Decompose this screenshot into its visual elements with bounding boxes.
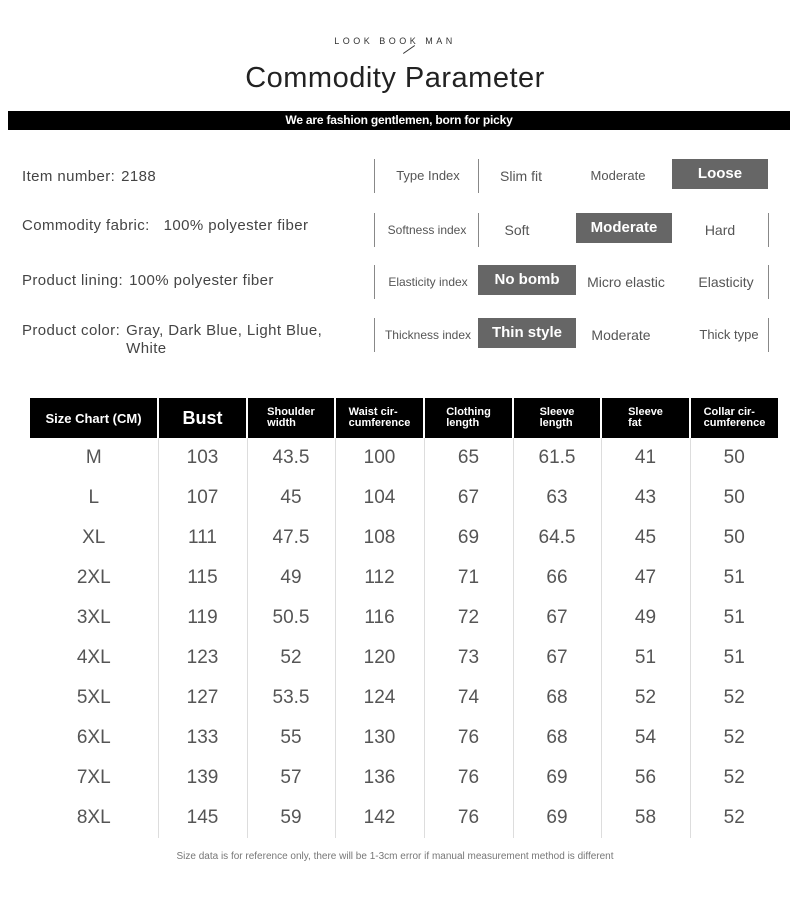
measurement-cell: 43.5 — [247, 438, 335, 478]
table-row — [30, 798, 778, 838]
size-label-cell: M — [30, 438, 158, 478]
size-chart-header-shoulder-width: Shoulder width — [247, 398, 335, 438]
size-chart-body — [30, 438, 778, 838]
measurement-cell: 41 — [601, 438, 690, 478]
softness-option-moderate-selected: Moderate — [576, 213, 672, 243]
table-row — [30, 718, 778, 758]
measurement-cell: 51 — [723, 567, 745, 588]
page-title: Commodity Parameter — [245, 62, 545, 94]
size-chart-table — [30, 398, 778, 838]
size-label-cell: 8XL — [30, 798, 158, 838]
softness-option-soft: Soft — [504, 222, 530, 238]
measurement-cell: 130 — [335, 718, 424, 758]
thickness-option-thin-style-selected: Thin style — [478, 318, 576, 348]
measurement-cell: 145 — [158, 798, 247, 838]
size-chart-header-row — [30, 398, 778, 438]
measurement-cell: 52 — [723, 727, 745, 748]
measurement-cell: 50.5 — [247, 598, 335, 638]
measurement-cell: 47 — [601, 558, 690, 598]
elasticity-index-label: Elasticity index — [388, 275, 468, 289]
color-row — [22, 322, 336, 358]
measurement-cell: 69 — [424, 518, 513, 558]
size-label-cell: 6XL — [30, 718, 158, 758]
color-value: Gray, Dark Blue, Light Blue, White — [126, 322, 323, 357]
measurement-cell: 56 — [601, 758, 690, 798]
measurement-cell: 103 — [158, 438, 247, 478]
table-row — [30, 638, 778, 678]
size-label-cell: L — [30, 478, 158, 518]
measurement-cell: 50 — [723, 447, 745, 468]
measurement-cell: 51 — [723, 647, 745, 668]
measurement-cell: 133 — [158, 718, 247, 758]
measurement-cell: 124 — [335, 678, 424, 718]
measurement-cell: 49 — [247, 558, 335, 598]
measurement-cell: 65 — [424, 438, 513, 478]
type-index-label: Type Index — [396, 168, 460, 183]
color-label: Product color: — [22, 322, 121, 339]
measurement-cell: 136 — [335, 758, 424, 798]
measurement-cell: 69 — [513, 758, 601, 798]
fabric-row — [22, 217, 308, 235]
elasticity-option-elasticity: Elasticity — [698, 274, 754, 290]
measurement-cell: 72 — [424, 598, 513, 638]
measurement-cell: 67 — [513, 638, 601, 678]
size-chart-header-size-chart-cm: Size Chart (CM) — [30, 398, 158, 438]
item-number-row — [22, 168, 156, 186]
size-label-cell: 7XL — [30, 758, 158, 798]
measurement-cell: 69 — [513, 798, 601, 838]
elasticity-option-micro-elastic: Micro elastic — [587, 274, 665, 290]
measurement-cell: 54 — [601, 718, 690, 758]
fabric-value: 100% polyester fiber — [163, 217, 309, 234]
size-label-cell: 3XL — [30, 598, 158, 638]
lining-label: Product lining: — [22, 272, 124, 289]
measurement-cell: 67 — [513, 598, 601, 638]
measurement-cell: 111 — [158, 518, 247, 558]
softness-option-hard: Hard — [704, 222, 736, 238]
softness-index-row — [374, 213, 770, 247]
measurement-cell: 112 — [335, 558, 424, 598]
measurement-cell: 50 — [723, 527, 745, 548]
type-option-loose-selected: Loose — [672, 159, 768, 189]
measurement-cell: 47.5 — [247, 518, 335, 558]
thickness-option-thick-type: Thick type — [699, 327, 759, 342]
size-chart-header-collar-circumference: Collar cir- cumference — [690, 398, 778, 438]
measurement-cell: 52 — [723, 687, 745, 708]
measurement-cell: 100 — [335, 438, 424, 478]
measurement-cell: 104 — [335, 478, 424, 518]
table-row — [30, 518, 778, 558]
measurement-cell: 119 — [158, 598, 247, 638]
item-number-label: Item number: — [22, 168, 116, 185]
measurement-cell: 45 — [601, 518, 690, 558]
thickness-option-moderate: Moderate — [591, 327, 651, 343]
size-label-cell: 4XL — [30, 638, 158, 678]
measurement-cell: 68 — [513, 718, 601, 758]
type-option-slim-fit: Slim fit — [500, 168, 542, 184]
measurement-cell: 55 — [247, 718, 335, 758]
type-index-row — [374, 159, 770, 193]
measurement-cell: 67 — [424, 478, 513, 518]
slogan-banner: We are fashion gentlemen, born for picky — [8, 111, 790, 130]
elasticity-option-no-bomb-selected: No bomb — [478, 265, 576, 295]
measurement-cell: 51 — [723, 607, 745, 628]
measurement-cell: 123 — [158, 638, 247, 678]
measurement-cell: 73 — [424, 638, 513, 678]
thickness-index-row — [374, 318, 770, 352]
lining-value: 100% polyester fiber — [129, 272, 274, 289]
measurement-cell: 45 — [247, 478, 335, 518]
measurement-cell: 66 — [513, 558, 601, 598]
measurement-cell: 43 — [601, 478, 690, 518]
brand-name: LOOK BOOK MAN — [334, 36, 456, 46]
measurement-cell: 127 — [158, 678, 247, 718]
table-row — [30, 758, 778, 798]
thickness-index-label: Thickness index — [384, 328, 472, 342]
measurement-cell: 57 — [247, 758, 335, 798]
measurement-cell: 115 — [158, 558, 247, 598]
size-label-cell: 2XL — [30, 558, 158, 598]
measurement-cell: 116 — [335, 598, 424, 638]
measurement-cell: 52 — [601, 678, 690, 718]
measurement-cell: 52 — [723, 807, 745, 828]
item-number-value: 2188 — [121, 168, 157, 185]
table-row — [30, 438, 778, 478]
brand-slash-decoration — [403, 45, 415, 54]
measurement-cell: 142 — [335, 798, 424, 838]
measurement-cell: 51 — [601, 638, 690, 678]
measurement-cell: 107 — [158, 478, 247, 518]
size-label-cell: XL — [30, 518, 158, 558]
table-row — [30, 478, 778, 518]
lining-row — [22, 272, 274, 290]
size-chart-header-sleeve-fat: Sleeve fat — [601, 398, 690, 438]
measurement-cell: 52 — [247, 638, 335, 678]
measurement-cell: 120 — [335, 638, 424, 678]
measurement-cell: 53.5 — [247, 678, 335, 718]
measurement-cell: 74 — [424, 678, 513, 718]
size-chart-header-waist-circumference: Waist cir- cumference — [335, 398, 424, 438]
table-row — [30, 558, 778, 598]
type-option-moderate: Moderate — [590, 168, 646, 183]
measurement-cell: 59 — [247, 798, 335, 838]
measurement-cell: 50 — [723, 487, 745, 508]
measurement-cell: 49 — [601, 598, 690, 638]
size-chart-header-clothing-length: Clothing length — [424, 398, 513, 438]
measurement-cell: 68 — [513, 678, 601, 718]
measurement-cell: 63 — [513, 478, 601, 518]
fabric-label: Commodity fabric: — [22, 217, 150, 234]
measurement-cell: 64.5 — [513, 518, 601, 558]
measurement-cell: 76 — [424, 798, 513, 838]
size-chart-header-sleeve-length: Sleeve length — [513, 398, 601, 438]
measurement-cell: 61.5 — [513, 438, 601, 478]
softness-index-label: Softness index — [387, 223, 467, 237]
size-chart-header-bust: Bust — [158, 398, 247, 438]
measurement-cell: 139 — [158, 758, 247, 798]
measurement-cell: 76 — [424, 758, 513, 798]
size-footnote: Size data is for reference only, there will be 1-3cm error if manual measurement method is different — [176, 851, 614, 862]
elasticity-index-row — [374, 265, 770, 299]
size-label-cell: 5XL — [30, 678, 158, 718]
measurement-cell: 108 — [335, 518, 424, 558]
measurement-cell: 52 — [723, 767, 745, 788]
measurement-cell: 58 — [601, 798, 690, 838]
measurement-cell: 76 — [424, 718, 513, 758]
table-row — [30, 678, 778, 718]
table-row — [30, 598, 778, 638]
measurement-cell: 71 — [424, 558, 513, 598]
